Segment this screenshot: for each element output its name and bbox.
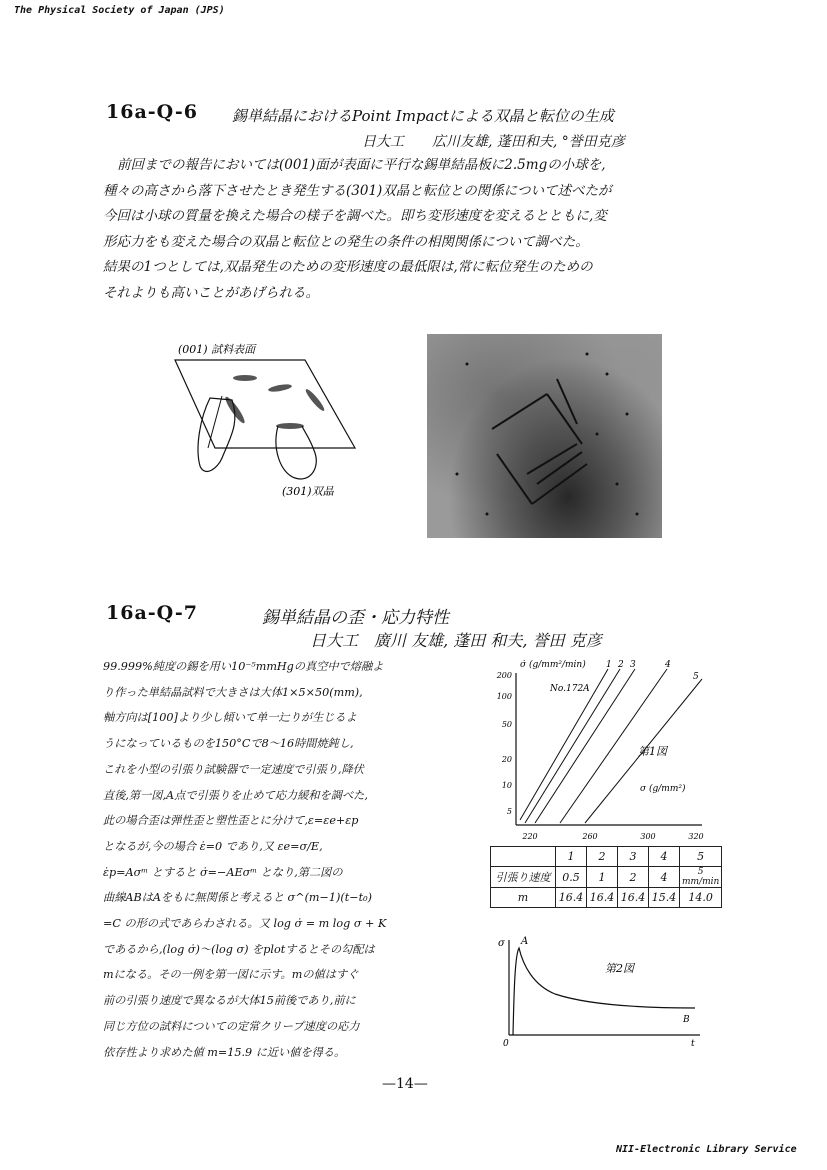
page-number: —14—: [382, 1076, 428, 1092]
table-cell: 4: [649, 867, 680, 888]
x-tick: 320: [688, 832, 704, 841]
body-line: 同じ方位の試料についての定常クリープ速度の応力: [103, 1019, 360, 1033]
sketch-bottom-label: (301)双晶: [282, 485, 334, 498]
fig2-xlabel: t: [691, 1039, 695, 1049]
abstract-title-2: 錫単結晶の歪・応力特性: [262, 608, 449, 628]
body-line: うになっているものを150°Cで8～16時間焼鈍し,: [103, 737, 354, 751]
body-line: 曲線ABはAをもに無関係と考えると σ^(m−1)(t−t₀): [103, 891, 372, 905]
library-footer: NII-Electronic Library Service: [616, 1144, 797, 1155]
body-line: これを小型の引張り試験器で一定速度で引張り,降伏: [103, 762, 364, 776]
table-cell: 4: [649, 847, 680, 867]
curve-5: [585, 679, 702, 823]
body-line: 前回までの報告においては(001)面が表面に平行な錫単結晶板に2.5mgの小球を,: [117, 157, 606, 173]
journal-header: The Physical Society of Japan (JPS): [14, 5, 225, 16]
body-line: 軸方向は[100]より少し傾いて单一辷りが生じるよ: [103, 711, 357, 725]
table-cell: [491, 847, 556, 867]
body-line: 99.999%純度の錫を用い10⁻⁵mmHgの真空中で熔融よ: [103, 660, 384, 673]
relaxation-curve-figure: [495, 930, 710, 1050]
body-line: 直後,第一図,A点で引張りを止めて応力緩和を調べた,: [103, 788, 368, 802]
plot-ylabel: σ̇ (g/mm²/min): [520, 660, 586, 670]
body-line: 結果の1つとしては,双晶発生のための変形速度の最低限は,常に転位発生のための: [103, 259, 593, 275]
body-line: 今回は小球の質量を換えた場合の様子を調べた。即ち変形速度を変えるとともに,変: [103, 208, 607, 224]
micrograph-photo: [427, 334, 662, 538]
table-cell: 2: [587, 847, 618, 867]
body-line: 種々の高さから落下させたとき発生する(301)双晶と転位との関係について述べたが: [103, 182, 612, 199]
y-tick: 50: [501, 720, 512, 729]
body-line: であるから,(log σ̇)～(log σ) をplotするとその勾配は: [103, 942, 375, 956]
crystal-sketch-figure: [170, 338, 370, 503]
table-cell: 0.5: [556, 867, 587, 888]
table-cell: 2: [618, 867, 649, 888]
body-line: 依存性より求めた値 m=15.9 に近い値を得る。: [103, 1045, 346, 1059]
plot-figure-label: 第1図: [638, 745, 667, 758]
table-header-row: [491, 847, 722, 867]
table-row: [491, 888, 722, 908]
abstract-body-2: [103, 654, 483, 1065]
abstract-body-1: [103, 153, 723, 306]
body-line: 形応力をも変えた場合の双晶と転位との発生の条件の相関関係について調べた。: [103, 233, 589, 250]
table-cell: 5 mm/min: [680, 867, 722, 888]
table-cell: 引張り速度: [491, 867, 556, 888]
curve-label: 3: [630, 660, 636, 670]
x-tick: 220: [522, 832, 538, 841]
abstract-code-1: 16a-Q-6: [106, 101, 198, 123]
y-tick: 100: [496, 692, 512, 701]
abstract-affiliation-2: 日大工 廣川 友雄, 蓬田 和夫, 誉田 克彦: [310, 631, 602, 650]
abstract-code-2: 16a-Q-7: [106, 602, 198, 624]
body-line: り作った単結晶試料で大きさは大体1×5×50(mm),: [103, 685, 363, 699]
y-tick: 5: [506, 807, 512, 816]
curve-label: 2: [618, 660, 624, 670]
body-line: ε̇p=Aσᵐ とすると σ̇=−AEσᵐ となり,第二図の: [103, 865, 343, 879]
curve-label: 4: [665, 660, 671, 670]
body-line: =C の形の式であらわされる。又 log σ̇ = m log σ + K: [103, 917, 387, 931]
x-tick: 300: [640, 832, 656, 841]
body-line: 前の引張り速度で異なるが大体15前後であり,前に: [103, 994, 356, 1008]
table-cell: m: [491, 888, 556, 908]
abstract-affiliation-1: 日大工 広川友雄, 蓬田和夫, °誉田克彦: [362, 134, 625, 150]
table-cell: 16.4: [587, 888, 618, 908]
table-cell: 3: [618, 847, 649, 867]
table-cell: 16.4: [556, 888, 587, 908]
body-line: それよりも高いことがあげられる。: [103, 284, 319, 301]
plot-x-axis-label: σ (g/mm²): [640, 784, 686, 794]
y-tick: 200: [496, 671, 512, 680]
table-row: [491, 867, 722, 888]
sketch-top-label: (001) 試料表面: [178, 343, 256, 356]
fig2-ylabel: σ: [498, 938, 505, 949]
x-tick: 260: [582, 832, 598, 841]
table-cell: 1: [587, 867, 618, 888]
table-cell: 16.4: [618, 888, 649, 908]
stress-rate-plot: [490, 655, 720, 845]
curve-label: 1: [606, 660, 612, 670]
y-tick: 10: [501, 781, 512, 790]
y-tick: 20: [501, 755, 512, 764]
body-line: 此の場合歪は弾性歪と塑性歪とに分けて,ε=εe+εp: [103, 814, 359, 828]
abstract-title-1: 錫単結晶におけるPoint Impactによる双晶と転位の生成: [232, 107, 614, 125]
table-cell: 15.4: [649, 888, 680, 908]
fig2-origin: 0: [503, 1039, 509, 1049]
table-cell: 1: [556, 847, 587, 867]
plot-sample-label: No.172A: [550, 684, 590, 694]
fig2-point-b: B: [683, 1015, 690, 1025]
table-cell: 5: [680, 847, 722, 867]
body-line: となるが,今の場合 ε̇=0 であり,又 εe=σ/E,: [103, 839, 323, 853]
fig2-point-a: A: [521, 936, 529, 947]
body-line: mになる。その一例を第一図に示す。mの値はすぐ: [103, 968, 359, 982]
curve-label: 5: [693, 672, 699, 682]
table-cell: 14.0: [680, 888, 722, 908]
pulling-rate-table: [490, 846, 722, 908]
fig2-label: 第2図: [605, 962, 634, 975]
